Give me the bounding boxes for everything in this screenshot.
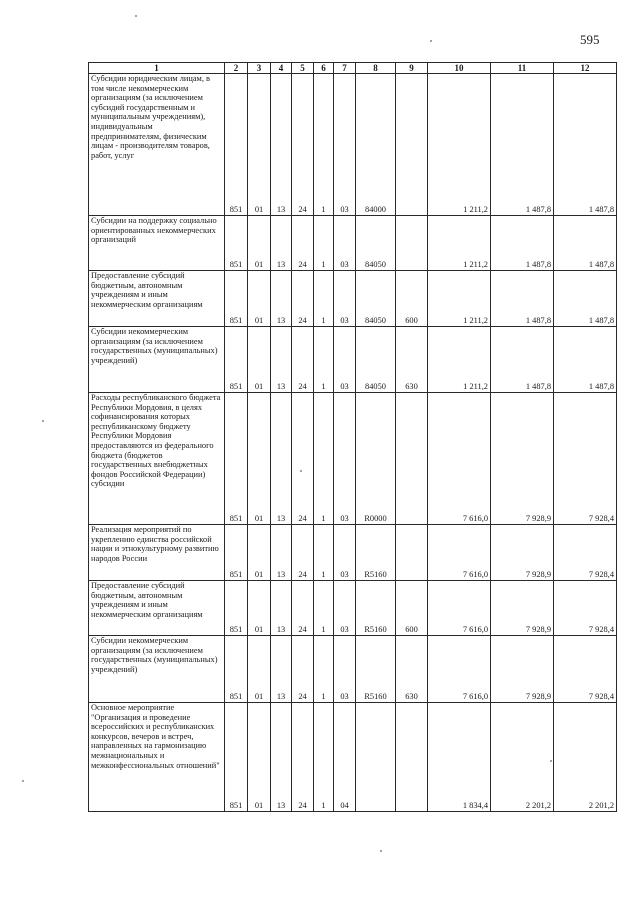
cell-direction: 84050 (356, 216, 396, 271)
scan-speck (550, 760, 552, 762)
header-cell-9: 9 (396, 63, 428, 74)
cell-event: 03 (334, 525, 356, 581)
cell-amount-2: 1 487,8 (491, 327, 554, 393)
cell-amount-2: 1 487,8 (491, 216, 554, 271)
table-row (89, 525, 617, 581)
cell-subprogram: 1 (314, 271, 334, 327)
cell-ministry: 851 (225, 636, 248, 703)
cell-event: 03 (334, 327, 356, 393)
cell-amount-1: 7 616,0 (428, 525, 491, 581)
header-row (89, 63, 617, 74)
table-row (89, 636, 617, 703)
cell-amount-3: 7 928,4 (554, 525, 617, 581)
cell-ministry: 851 (225, 327, 248, 393)
header-cell-2: 2 (225, 63, 248, 74)
cell-amount-3: 1 487,8 (554, 216, 617, 271)
cell-program: 24 (292, 636, 314, 703)
header-cell-10: 10 (428, 63, 491, 74)
cell-amount-3: 7 928,4 (554, 636, 617, 703)
cell-subsection: 13 (271, 703, 292, 812)
cell-program: 24 (292, 525, 314, 581)
cell-expense-type (396, 74, 428, 216)
cell-amount-2: 7 928,9 (491, 393, 554, 525)
cell-event: 03 (334, 271, 356, 327)
table-row (89, 581, 617, 636)
cell-amount-1: 7 616,0 (428, 581, 491, 636)
cell-ministry: 851 (225, 581, 248, 636)
scan-speck (22, 780, 24, 782)
cell-direction (356, 703, 396, 812)
cell-program: 24 (292, 581, 314, 636)
cell-amount-2: 1 487,8 (491, 271, 554, 327)
cell-event: 03 (334, 74, 356, 216)
row-name: Предоставление субсидий бюджетным, автономным учреждениям и иным некоммерческим организациям (89, 581, 225, 636)
cell-expense-type (396, 393, 428, 525)
cell-subsection: 13 (271, 271, 292, 327)
cell-amount-1: 1 211,2 (428, 327, 491, 393)
cell-program: 24 (292, 74, 314, 216)
row-name: Субсидии юридическим лицам, в том числе некоммерческим организациям (за исключением субсидий государственным и муниципальным учреждениям), индивидуальным предпринимателям, физическим лицам - производителям товаров, работ, услуг (89, 74, 225, 216)
cell-expense-type: 630 (396, 327, 428, 393)
cell-expense-type (396, 525, 428, 581)
cell-ministry: 851 (225, 703, 248, 812)
cell-section: 01 (248, 703, 271, 812)
page-number: 595 (580, 32, 600, 47)
table-row (89, 327, 617, 393)
cell-expense-type (396, 703, 428, 812)
cell-section: 01 (248, 271, 271, 327)
cell-event: 04 (334, 703, 356, 812)
cell-program: 24 (292, 271, 314, 327)
cell-direction: 84050 (356, 327, 396, 393)
row-name: Предоставление субсидий бюджетным, автономным учреждениям и иным некоммерческим организациям (89, 271, 225, 327)
cell-event: 03 (334, 581, 356, 636)
cell-direction: R0000 (356, 393, 396, 525)
row-name: Субсидии на поддержку социально ориентированных некоммерческих организаций (89, 216, 225, 271)
cell-subprogram: 1 (314, 327, 334, 393)
row-name: Субсидии некоммерческим организациям (за исключением государственных (муниципальных) учреждений) (89, 327, 225, 393)
cell-subsection: 13 (271, 636, 292, 703)
cell-subprogram: 1 (314, 636, 334, 703)
cell-amount-3: 1 487,8 (554, 271, 617, 327)
row-name: Основное мероприятие "Организация и проведение всероссийских и республиканских конкурсов, вечеров и встреч, направленных на гармонизацию межнациональных и межконфессиональных отношений" (89, 703, 225, 812)
scan-speck (42, 420, 44, 422)
cell-direction: 84000 (356, 74, 396, 216)
row-name: Реализация мероприятий по укреплению единства российской нации и этнокультурному развитию народов России (89, 525, 225, 581)
cell-ministry: 851 (225, 216, 248, 271)
cell-amount-1: 7 616,0 (428, 393, 491, 525)
cell-ministry: 851 (225, 74, 248, 216)
cell-amount-3: 7 928,4 (554, 581, 617, 636)
cell-program: 24 (292, 216, 314, 271)
cell-expense-type: 600 (396, 271, 428, 327)
header-cell-11: 11 (491, 63, 554, 74)
table-row (89, 393, 617, 525)
cell-section: 01 (248, 74, 271, 216)
header-cell-4: 4 (271, 63, 292, 74)
cell-amount-1: 1 834,4 (428, 703, 491, 812)
cell-subprogram: 1 (314, 703, 334, 812)
cell-ministry: 851 (225, 271, 248, 327)
cell-ministry: 851 (225, 525, 248, 581)
table-row (89, 703, 617, 812)
scan-speck (300, 470, 302, 472)
scan-speck (430, 40, 432, 42)
cell-amount-3: 2 201,2 (554, 703, 617, 812)
header-cell-3: 3 (248, 63, 271, 74)
cell-expense-type: 600 (396, 581, 428, 636)
cell-amount-3: 7 928,4 (554, 393, 617, 525)
row-name: Расходы республиканского бюджета Республики Мордовия, в целях софинансирования которых республиканскому бюджету Республики Мордовия предоставляются из федерального бюджета (бюджетов государственных внебюджетных фондов Российской Федерации) субсидии (89, 393, 225, 525)
cell-direction: 84050 (356, 271, 396, 327)
cell-subprogram: 1 (314, 525, 334, 581)
cell-program: 24 (292, 703, 314, 812)
cell-amount-2: 7 928,9 (491, 636, 554, 703)
cell-event: 03 (334, 216, 356, 271)
cell-subsection: 13 (271, 581, 292, 636)
cell-amount-1: 7 616,0 (428, 636, 491, 703)
cell-expense-type: 630 (396, 636, 428, 703)
cell-amount-1: 1 211,2 (428, 216, 491, 271)
cell-subsection: 13 (271, 327, 292, 393)
row-name: Субсидии некоммерческим организациям (за исключением государственных (муниципальных) учреждений) (89, 636, 225, 703)
header-cell-12: 12 (554, 63, 617, 74)
cell-subsection: 13 (271, 216, 292, 271)
cell-amount-1: 1 211,2 (428, 271, 491, 327)
cell-program: 24 (292, 393, 314, 525)
cell-section: 01 (248, 581, 271, 636)
cell-event: 03 (334, 393, 356, 525)
cell-subprogram: 1 (314, 581, 334, 636)
header-cell-8: 8 (356, 63, 396, 74)
cell-subprogram: 1 (314, 74, 334, 216)
cell-direction: R5160 (356, 525, 396, 581)
cell-section: 01 (248, 216, 271, 271)
header-cell-7: 7 (334, 63, 356, 74)
cell-subprogram: 1 (314, 216, 334, 271)
scan-speck (380, 850, 382, 852)
cell-ministry: 851 (225, 393, 248, 525)
table-row (89, 74, 617, 216)
cell-subsection: 13 (271, 393, 292, 525)
cell-amount-3: 1 487,8 (554, 74, 617, 216)
cell-amount-2: 2 201,2 (491, 703, 554, 812)
cell-subsection: 13 (271, 74, 292, 216)
cell-program: 24 (292, 327, 314, 393)
cell-direction: R5160 (356, 636, 396, 703)
cell-amount-2: 1 487,8 (491, 74, 554, 216)
cell-section: 01 (248, 327, 271, 393)
cell-subprogram: 1 (314, 393, 334, 525)
scan-speck (135, 15, 137, 17)
cell-section: 01 (248, 393, 271, 525)
cell-expense-type (396, 216, 428, 271)
header-cell-6: 6 (314, 63, 334, 74)
table-row (89, 271, 617, 327)
header-cell-5: 5 (292, 63, 314, 74)
cell-amount-2: 7 928,9 (491, 525, 554, 581)
cell-direction: R5160 (356, 581, 396, 636)
cell-amount-2: 7 928,9 (491, 581, 554, 636)
cell-amount-1: 1 211,2 (428, 74, 491, 216)
cell-amount-3: 1 487,8 (554, 327, 617, 393)
cell-section: 01 (248, 636, 271, 703)
cell-section: 01 (248, 525, 271, 581)
header-cell-1: 1 (89, 63, 225, 74)
table-row (89, 216, 617, 271)
budget-table (88, 62, 617, 812)
cell-subsection: 13 (271, 525, 292, 581)
cell-event: 03 (334, 636, 356, 703)
